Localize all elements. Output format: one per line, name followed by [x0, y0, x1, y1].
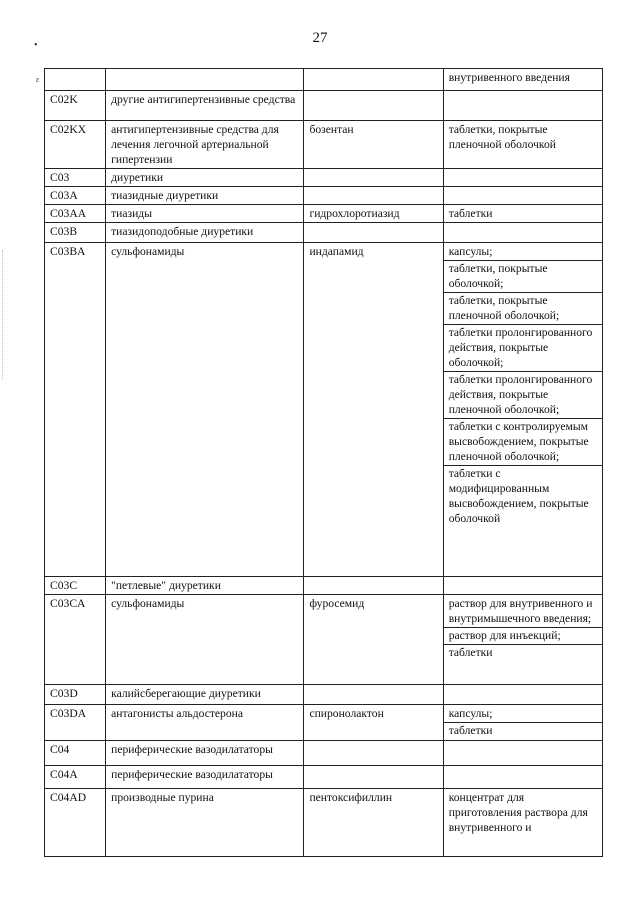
dosage-form-item: раствор для внутривенного и внутримышечного введения; — [448, 597, 593, 625]
atc-group-cell: "петлевые" диуретики — [106, 577, 304, 595]
atc-code-cell: C03DA — [45, 705, 106, 741]
dosage-form-cell — [443, 766, 602, 789]
table-row — [45, 121, 603, 169]
dosage-form-item: концентрат для приготовления раствора для внутривенного и — [448, 791, 588, 834]
dosage-form-item: таблетки пролонгированного действия, покрытые пленочной оболочкой; — [444, 371, 602, 417]
atc-code-cell: C04AD — [45, 789, 106, 857]
table-row — [45, 685, 603, 705]
table-row — [45, 223, 603, 243]
dosage-form-item: капсулы; — [448, 707, 493, 720]
dosage-form-item: таблетки — [444, 722, 602, 738]
atc-group-cell: сульфонамиды — [106, 595, 304, 685]
table-row — [45, 243, 603, 577]
atc-code-cell: C02KX — [45, 121, 106, 169]
inn-cell: пентоксифиллин — [304, 789, 443, 857]
dosage-form-cell — [443, 121, 602, 169]
inn-cell: фуросемид — [304, 595, 443, 685]
table-row — [45, 69, 603, 91]
table-row — [45, 789, 603, 857]
scan-edge-mark: ɛ — [36, 75, 40, 84]
table-row — [45, 705, 603, 741]
inn-cell: гидрохлоротиазид — [304, 205, 443, 223]
atc-group-cell: диуретики — [106, 169, 304, 187]
inn-cell — [304, 169, 443, 187]
atc-group-cell: периферические вазодилататоры — [106, 741, 304, 766]
atc-code-cell: C03 — [45, 169, 106, 187]
dosage-form-item: таблетки пролонгированного действия, покрытые оболочкой; — [444, 324, 602, 370]
dosage-form-item: таблетки с модифицированным высвобождением, покрытые оболочкой — [444, 465, 602, 526]
dosage-form-cell — [443, 577, 602, 595]
dosage-form-cell — [443, 685, 602, 705]
dosage-form-item: раствор для инъекций; — [444, 627, 602, 643]
dosage-form-cell — [443, 187, 602, 205]
inn-cell — [304, 741, 443, 766]
inn-cell: бозентан — [304, 121, 443, 169]
table-row — [45, 169, 603, 187]
dosage-form-cell — [443, 243, 602, 577]
dosage-form-item: капсулы; — [448, 245, 493, 258]
dosage-form-cell — [443, 223, 602, 243]
dosage-form-cell — [443, 595, 602, 685]
dosage-form-cell — [443, 205, 602, 223]
inn-cell — [304, 69, 443, 91]
inn-cell — [304, 187, 443, 205]
dosage-form-item: таблетки, покрытые оболочкой; — [444, 260, 602, 291]
atc-code-cell: C03AA — [45, 205, 106, 223]
table-row — [45, 577, 603, 595]
inn-cell — [304, 766, 443, 789]
drug-classification-table — [44, 68, 603, 857]
inn-cell — [304, 685, 443, 705]
dosage-form-item: таблетки с контролируемым высвобождением, покрытые пленочной оболочкой; — [444, 418, 602, 464]
dosage-form-cell — [443, 69, 602, 91]
dosage-form-item: таблетки, покрытые пленочной оболочкой; — [444, 292, 602, 323]
table-row — [45, 766, 603, 789]
atc-group-cell: калийсберегающие диуретики — [106, 685, 304, 705]
dosage-form-cell — [443, 705, 602, 741]
atc-code-cell: C03C — [45, 577, 106, 595]
dosage-form-cell — [443, 789, 602, 857]
atc-code-cell: C03A — [45, 187, 106, 205]
inn-cell: спиронолактон — [304, 705, 443, 741]
atc-group-cell: тиазидные диуретики — [106, 187, 304, 205]
atc-code-cell: C03D — [45, 685, 106, 705]
inn-cell — [304, 91, 443, 121]
atc-group-cell: антигипертензивные средства для лечения легочной артериальной гипертензии — [106, 121, 304, 169]
table-row — [45, 595, 603, 685]
page-number: 27 — [312, 30, 328, 46]
atc-group-cell — [106, 69, 304, 91]
dosage-form-item: внутривенного введения — [448, 71, 570, 84]
atc-group-cell: периферические вазодилататоры — [106, 766, 304, 789]
dosage-form-item: таблетки, покрытые пленочной оболочкой — [448, 123, 556, 151]
atc-code-cell: C02K — [45, 91, 106, 121]
atc-group-cell: тиазиды — [106, 205, 304, 223]
atc-code-cell: C04 — [45, 741, 106, 766]
atc-group-cell: антагонисты альдостерона — [106, 705, 304, 741]
table-row — [45, 91, 603, 121]
atc-code-cell — [45, 69, 106, 91]
table-row — [45, 741, 603, 766]
scan-edge-dots — [2, 250, 5, 380]
atc-code-cell: C03BA — [45, 243, 106, 577]
table-row — [45, 187, 603, 205]
scan-dot-mark: • — [34, 40, 38, 51]
inn-cell: индапамид — [304, 243, 443, 577]
table-row — [45, 205, 603, 223]
inn-cell — [304, 577, 443, 595]
dosage-form-item: таблетки — [448, 207, 493, 220]
atc-group-cell: другие антигипертензивные средства — [106, 91, 304, 121]
atc-code-cell: C04A — [45, 766, 106, 789]
dosage-form-cell — [443, 91, 602, 121]
dosage-form-item: таблетки — [444, 644, 602, 660]
atc-code-cell: C03B — [45, 223, 106, 243]
dosage-form-cell — [443, 169, 602, 187]
atc-group-cell: сульфонамиды — [106, 243, 304, 577]
atc-group-cell: производные пурина — [106, 789, 304, 857]
atc-group-cell: тиазидоподобные диуретики — [106, 223, 304, 243]
atc-code-cell: C03CA — [45, 595, 106, 685]
dosage-form-cell — [443, 741, 602, 766]
inn-cell — [304, 223, 443, 243]
